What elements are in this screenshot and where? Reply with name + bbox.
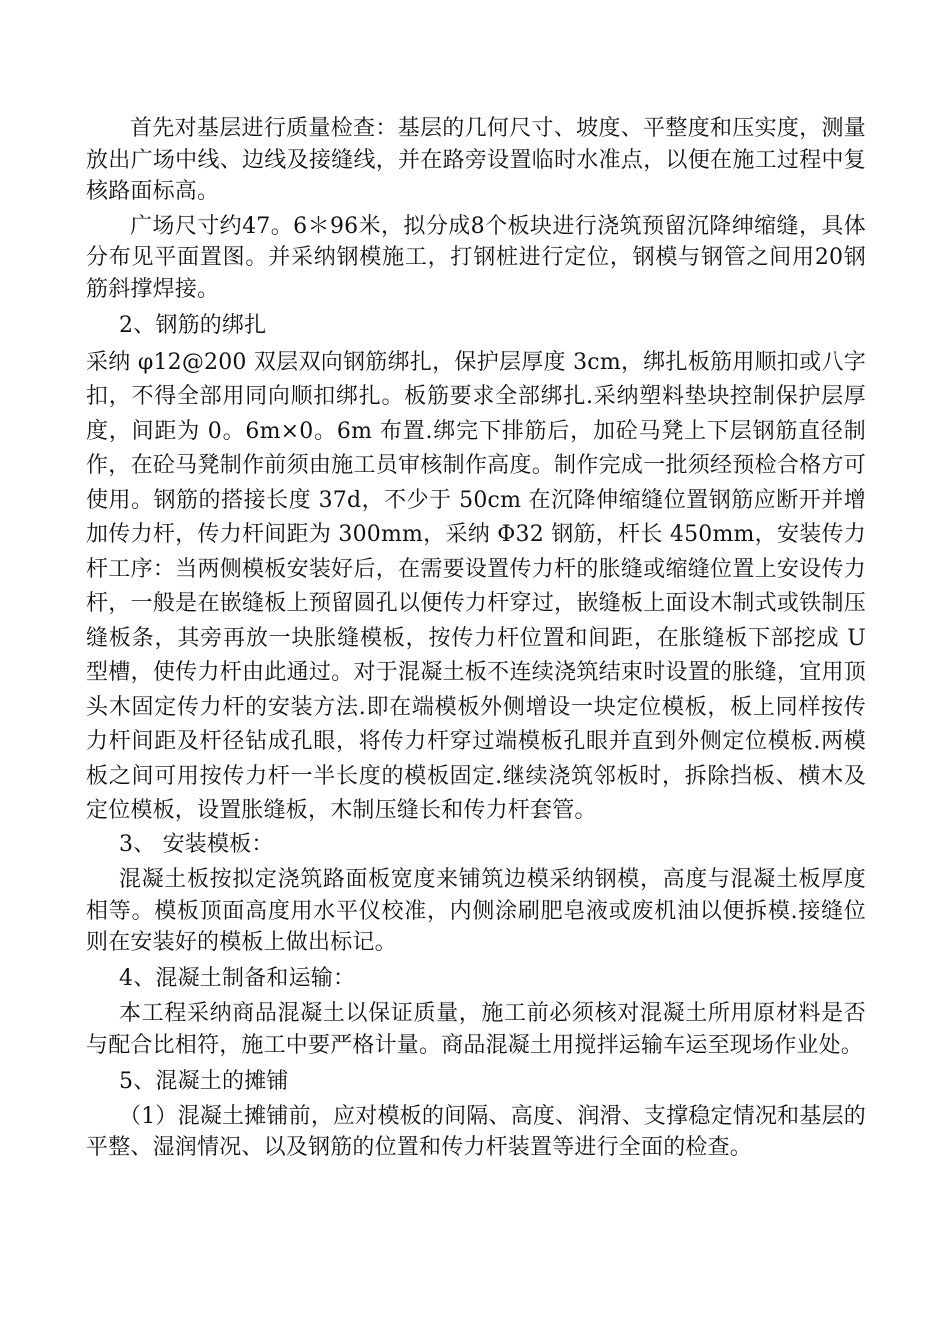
- paragraph-concrete-preparation: 本工程采纳商品混凝土以保证质量，施工前必须核对混凝土所用原材料是否与配合比相符，施工中要严格计量。商品混凝土用搅拌运输车运至现场作业处。: [86, 1001, 866, 1058]
- heading-concrete-spreading: 5、混凝土的摊铺: [119, 1069, 289, 1094]
- heading-concrete-preparation: 4、混凝土制备和运输：: [119, 965, 356, 991]
- paragraph-pre-spreading-check: （1）混凝土摊铺前，应对模板的间隔、高度、润滑、支撑稳定情况和基层的平整、湿润情况、以及钢筋的位置和传力杆装置等进行全面的检查。: [86, 1103, 866, 1160]
- paragraph-square-dimensions: 广场尺寸约47。6＊96米，拟分成8个板块进行浇筑预留沉降绅缩缝，具体分布见平面置图。并采纳钢模施工，打钢桩进行定位，钢模与钢管之间用20钢筋斜撑焊接。: [86, 213, 866, 302]
- paragraph-base-inspection: 首先对基层进行质量检查：基层的几何尺寸、坡度、平整度和压实度，测量放出广场中线、边线及接缝线，并在路旁设置临时水准点，以便在施工过程中复核路面标高。: [86, 116, 866, 204]
- paragraph-rebar-binding: 采纳 φ12@200 双层双向钢筋绑扎，保护层厚度 3cm，绑扎板筋用顺扣或八字扣，不得全部用同向顺扣绑扎。板筋要求全部绑扎.采纳塑料垫块控制保护层厚度，间距为 0。6m×0。6m 布置.绑完下排筋后，加砼马凳上下层钢筋直径制作，在砼马凳制作前须由施工员审核制作高度。制作完成一批须经预检合格方可使用。钢筋的搭接长度 37d，不少于 50cm 在沉降伸缩缝位置钢筋应断开并增加传力杆，传力杆间距为 300mm，采纳 Φ32 钢筋，杆长 450mm，安装传力杆工序：当两侧模板安装好后，在需要设置传力杆的胀缝或缩缝位置上安设传力杆，一般是在嵌缝板上预留圆孔以便传力杆穿过，嵌缝板上面设木制式或铁制压缝板条，其旁再放一块胀缝模板，按传力杆位置和间距，在胀缝板下部挖成 U 型槽，使传力杆由此通过。对于混凝土板不连续浇筑结束时设置的胀缝，宜用顶头木固定传力杆的安装方法.即在端模板外侧增设一块定位模板，板上同样按传力杆间距及杆径钻成孔眼，将传力杆穿过端模板孔眼并直到外侧定位模板.两模板之间可用按传力杆一半长度的模板固定.继续浇筑邻板时，拆除挡板、横木及定位模板，设置胀缝板，木制压缝长和传力杆套管。: [86, 349, 866, 823]
- heading-rebar-binding: 2、钢筋的绑扎: [119, 313, 267, 338]
- paragraph-formwork-installation: 混凝土板按拟定浇筑路面板宽度来铺筑边模采纳钢模，高度与混凝土板厚度相等。模板顶面高度用水平仪校准，内侧涂刷肥皂液或废机油以便拆模.接缝位则在安装好的模板上做出标记。: [86, 867, 866, 955]
- document-body: [86, 113, 866, 1164]
- heading-formwork-installation: 3、 安装模板：: [119, 831, 274, 857]
